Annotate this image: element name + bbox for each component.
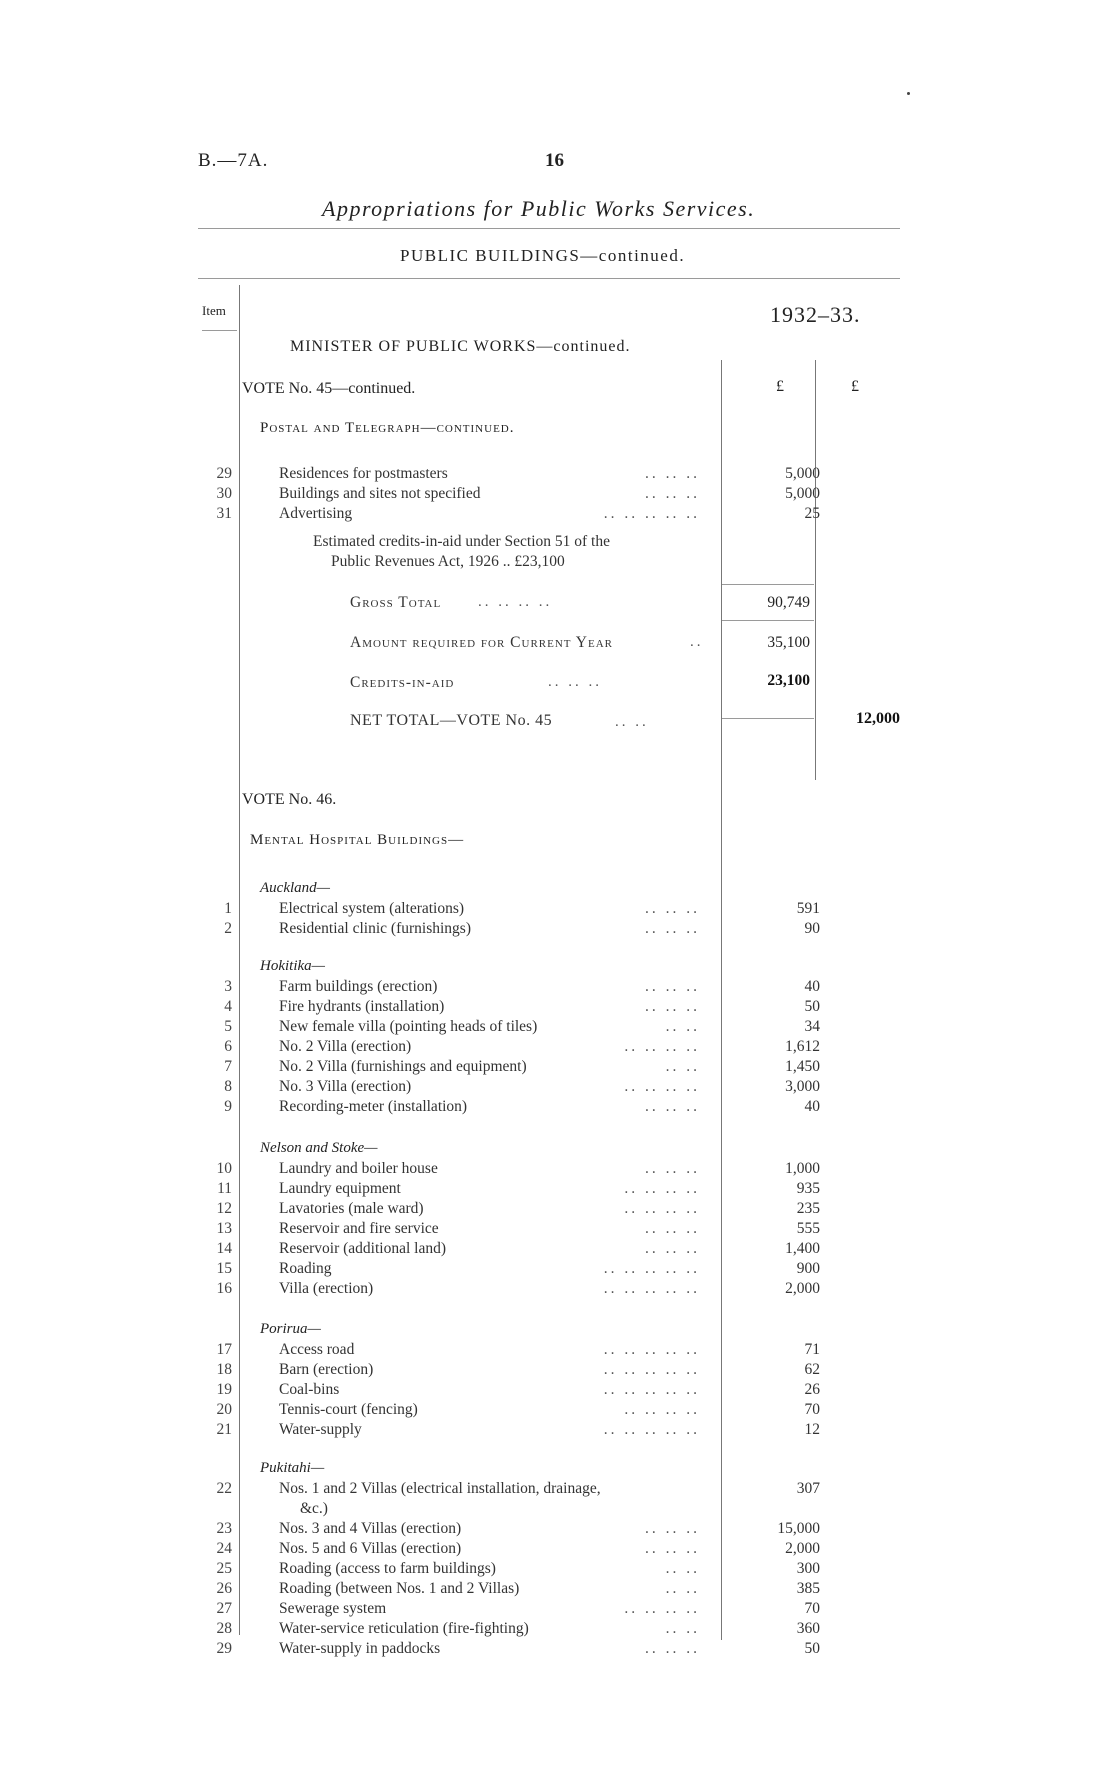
item-amount: 900 (796, 1260, 820, 1277)
dot-leader: .. .. .. (645, 1640, 700, 1657)
dot-leader: .. .. .. (645, 485, 700, 502)
item-amount: 5,000 (785, 465, 820, 482)
item-description: Tennis-court (fencing) (279, 1401, 418, 1418)
dot-leader: .. .. (665, 1058, 700, 1075)
item-description: Residential clinic (furnishings) (279, 920, 471, 937)
dot-leader: .. .. .. (645, 920, 700, 937)
item-number: 23 (216, 1520, 232, 1537)
page-title: Appropriations for Public Works Services. (322, 196, 756, 221)
minister-heading: MINISTER OF PUBLIC WORKS—continued. (290, 338, 631, 355)
item-description: New female villa (pointing heads of tiles) (279, 1018, 538, 1035)
dot-leader: .. .. (665, 1018, 700, 1035)
document-reference: B.—7A. (198, 150, 269, 171)
item-number: 24 (216, 1540, 232, 1557)
dot-leader: .. .. .. .. (624, 1038, 700, 1055)
item-description: Electrical system (alterations) (279, 900, 465, 917)
dot-leader: .. .. .. (645, 1240, 700, 1257)
item-row (190, 1381, 820, 1401)
item-amount: 40 (804, 1098, 820, 1115)
vote-46-heading: VOTE No. 46. (242, 791, 337, 808)
item-description: No. 2 Villa (furnishings and equipment) (279, 1058, 527, 1075)
hospital-group-heading: Nelson and Stoke— (260, 1140, 378, 1156)
item-description: Farm buildings (erection) (279, 978, 438, 995)
item-number: 30 (216, 485, 232, 502)
item-number: 15 (216, 1260, 232, 1277)
item-description: Nos. 3 and 4 Villas (erection) (279, 1520, 462, 1537)
item-number: 11 (217, 1180, 232, 1197)
dot-leader: .. .. .. .. .. (603, 1280, 700, 1297)
item-amount: 2,000 (785, 1280, 820, 1297)
item-number: 20 (216, 1401, 232, 1418)
section-title: PUBLIC BUILDINGS—continued. (400, 246, 686, 265)
dot-leader: .. .. .. .. (624, 1180, 700, 1197)
item-row (190, 1600, 820, 1620)
hospital-group-heading: Pukitahi— (260, 1460, 325, 1476)
year-header: 1932–33. (770, 302, 861, 327)
item-amount: 555 (796, 1220, 820, 1237)
item-row (190, 1480, 820, 1500)
item-amount: 70 (804, 1600, 820, 1617)
item-row (190, 1260, 820, 1280)
item-description: No. 3 Villa (erection) (279, 1078, 412, 1095)
dot-leader: .. .. (665, 1560, 700, 1577)
dot-leader: .. .. .. (645, 1220, 700, 1237)
item-row (190, 1240, 820, 1260)
gross-total-rule-bottom (722, 620, 814, 621)
item-row (190, 485, 820, 505)
item-amount: 50 (804, 998, 820, 1015)
dot-leader: .. .. .. .. .. (603, 505, 700, 522)
item-amount: 34 (804, 1018, 820, 1035)
item-description: Advertising (279, 505, 353, 522)
item-description: Barn (erection) (279, 1361, 374, 1378)
currency-header-detail: £ (776, 378, 784, 395)
item-row (190, 1560, 820, 1580)
item-description: Nos. 5 and 6 Villas (erection) (279, 1540, 462, 1557)
item-description: Buildings and sites not specified (279, 485, 481, 502)
item-row (190, 1058, 820, 1078)
item-number: 3 (224, 978, 232, 995)
gross-total-amount: 90,749 (767, 594, 810, 611)
dot-leader: .. .. .. (645, 1160, 700, 1177)
item-description: Sewerage system (279, 1600, 387, 1617)
item-number: 13 (216, 1220, 232, 1237)
vote-45-category: Postal and Telegraph—continued. (260, 420, 515, 436)
item-amount: 5,000 (785, 485, 820, 502)
item-number: 17 (216, 1341, 232, 1358)
dot-leader: .. .. .. (645, 1098, 700, 1115)
item-number: 18 (216, 1361, 232, 1378)
dot-leader: .. .. .. (645, 465, 700, 482)
dot-leader: .. .. (665, 1580, 700, 1597)
item-number: 6 (224, 1038, 232, 1055)
net-total-leader: .. .. (615, 714, 649, 730)
item-amount: 307 (796, 1480, 820, 1497)
amount-required-label: Amount required for Current Year (350, 634, 613, 651)
credits-in-aid-amount: 23,100 (767, 672, 810, 689)
item-number: 29 (216, 1640, 232, 1657)
item-number: 26 (216, 1580, 232, 1597)
item-row (190, 978, 820, 998)
item-number: 12 (216, 1200, 232, 1217)
item-row (190, 1421, 820, 1441)
item-amount: 300 (796, 1560, 820, 1577)
title-rule (198, 228, 900, 229)
item-number: 2 (224, 920, 232, 937)
item-number: 29 (216, 465, 232, 482)
item-description: Reservoir (additional land) (279, 1240, 447, 1257)
item-amount: 2,000 (785, 1540, 820, 1557)
item-description: Coal-bins (279, 1381, 340, 1398)
item-description: Villa (erection) (279, 1280, 374, 1297)
item-row (190, 1078, 820, 1098)
dot-leader: .. .. .. .. (624, 1200, 700, 1217)
item-amount: 235 (796, 1200, 820, 1217)
dot-leader: .. .. .. .. .. (603, 1260, 700, 1277)
section-rule (198, 278, 900, 279)
item-row (190, 1580, 820, 1600)
item-description: Lavatories (male ward) (279, 1200, 424, 1217)
item-amount: 62 (804, 1361, 820, 1378)
dot-leader: .. .. .. .. .. (603, 1361, 700, 1378)
item-row (190, 1038, 820, 1058)
item-description: Reservoir and fire service (279, 1220, 439, 1237)
page-number: 16 (545, 150, 564, 171)
item-description: Water-supply (279, 1421, 362, 1438)
item-amount: 3,000 (785, 1078, 820, 1095)
item-number: 10 (216, 1160, 232, 1177)
item-amount: 935 (796, 1180, 820, 1197)
item-row (190, 465, 820, 485)
amount-required-leader: .. (690, 634, 704, 650)
item-amount: 360 (796, 1620, 820, 1637)
item-description: Roading (between Nos. 1 and 2 Villas) (279, 1580, 520, 1597)
item-amount: 12 (804, 1421, 820, 1438)
item-row (190, 1200, 820, 1220)
item-number: 27 (216, 1600, 232, 1617)
item-description: Roading (279, 1260, 332, 1277)
item-number: 19 (216, 1381, 232, 1398)
item-description-continuation: &c.) (300, 1500, 328, 1517)
item-amount: 1,400 (785, 1240, 820, 1257)
item-amount: 71 (804, 1341, 820, 1358)
item-row (190, 1098, 820, 1118)
currency-header-total: £ (851, 378, 859, 395)
hospital-group-heading: Hokitika— (260, 958, 325, 974)
item-number: 4 (224, 998, 232, 1015)
hospital-group-heading: Porirua— (260, 1321, 321, 1337)
item-description: Fire hydrants (installation) (279, 998, 445, 1015)
item-header-rule (202, 330, 237, 331)
credits-note-line2: Public Revenues Act, 1926 .. £23,100 (331, 553, 565, 570)
gross-total-label: Gross Total (350, 594, 442, 611)
item-row (190, 1361, 820, 1381)
credits-note-line1: Estimated credits-in-aid under Section 51 of the (313, 533, 610, 550)
hospital-group-heading: Auckland— (260, 880, 330, 896)
item-number: 9 (224, 1098, 232, 1115)
item-number: 8 (224, 1078, 232, 1095)
item-row (190, 1018, 820, 1038)
item-amount: 591 (796, 900, 820, 917)
item-amount: 25 (804, 505, 820, 522)
item-row (190, 1401, 820, 1421)
dot-leader: .. .. .. .. .. (603, 1421, 700, 1438)
dot-leader: .. .. (665, 1620, 700, 1637)
item-row (190, 1280, 820, 1300)
net-total-label: NET TOTAL—VOTE No. 45 (350, 712, 553, 729)
item-description: Water-supply in paddocks (279, 1640, 441, 1657)
item-number: 25 (216, 1560, 232, 1577)
item-description: Laundry and boiler house (279, 1160, 438, 1177)
item-row (190, 900, 820, 920)
item-number: 14 (216, 1240, 232, 1257)
item-column-header: Item (202, 303, 226, 318)
item-number: 1 (224, 900, 232, 917)
item-description: Access road (279, 1341, 355, 1358)
item-description: Nos. 1 and 2 Villas (electrical installation, drainage, (279, 1480, 601, 1497)
vote-46-category: Mental Hospital Buildings— (250, 832, 465, 848)
item-number: 22 (216, 1480, 232, 1497)
dot-leader: .. .. .. .. .. (603, 1381, 700, 1398)
dot-leader: .. .. .. .. .. (603, 1341, 700, 1358)
item-row (190, 1160, 820, 1180)
dot-leader: .. .. .. .. (624, 1401, 700, 1418)
gross-total-rule-top (722, 584, 814, 585)
dot-leader: .. .. .. (645, 1520, 700, 1537)
dot-leader: .. .. .. (645, 978, 700, 995)
item-row (190, 1220, 820, 1240)
item-amount: 50 (804, 1640, 820, 1657)
dot-leader: .. .. .. (645, 998, 700, 1015)
item-description: No. 2 Villa (erection) (279, 1038, 412, 1055)
item-number: 7 (224, 1058, 232, 1075)
item-amount: 70 (804, 1401, 820, 1418)
item-amount: 40 (804, 978, 820, 995)
item-number: 16 (216, 1280, 232, 1297)
item-description: Residences for postmasters (279, 465, 448, 482)
dot-leader: .. .. .. .. (624, 1078, 700, 1095)
dot-leader: .. .. .. (645, 1540, 700, 1557)
item-row (190, 920, 820, 940)
item-amount: 26 (804, 1381, 820, 1398)
item-amount: 90 (804, 920, 820, 937)
item-amount: 1,000 (785, 1160, 820, 1177)
item-row (190, 1540, 820, 1560)
item-amount: 1,450 (785, 1058, 820, 1075)
item-description: Recording-meter (installation) (279, 1098, 468, 1115)
item-number: 28 (216, 1620, 232, 1637)
item-amount: 1,612 (785, 1038, 820, 1055)
credits-in-aid-leader: .. .. .. (548, 674, 602, 690)
item-description: Laundry equipment (279, 1180, 401, 1197)
item-row (190, 1180, 820, 1200)
amount-required-amount: 35,100 (767, 634, 810, 651)
item-description: Roading (access to farm buildings) (279, 1560, 496, 1577)
item-number: 5 (224, 1018, 232, 1035)
dot-leader: .. .. .. .. (624, 1600, 700, 1617)
item-amount: 385 (796, 1580, 820, 1597)
item-description: Water-service reticulation (fire-fighting) (279, 1620, 529, 1637)
item-row (190, 998, 820, 1018)
scan-speck (907, 92, 910, 95)
gross-total-leader: .. .. .. .. (478, 594, 553, 610)
item-row (190, 1620, 820, 1640)
item-row (190, 1341, 820, 1361)
dot-leader: .. .. .. (645, 900, 700, 917)
net-total-amount: 12,000 (856, 710, 900, 727)
vote-45-heading: VOTE No. 45—continued. (242, 380, 416, 397)
item-row (190, 1520, 820, 1540)
item-number: 21 (216, 1421, 232, 1438)
item-amount: 15,000 (777, 1520, 820, 1537)
item-number: 31 (216, 505, 232, 522)
item-row (190, 505, 820, 525)
credits-in-aid-label: Credits-in-aid (350, 674, 455, 691)
item-row (190, 1640, 820, 1660)
